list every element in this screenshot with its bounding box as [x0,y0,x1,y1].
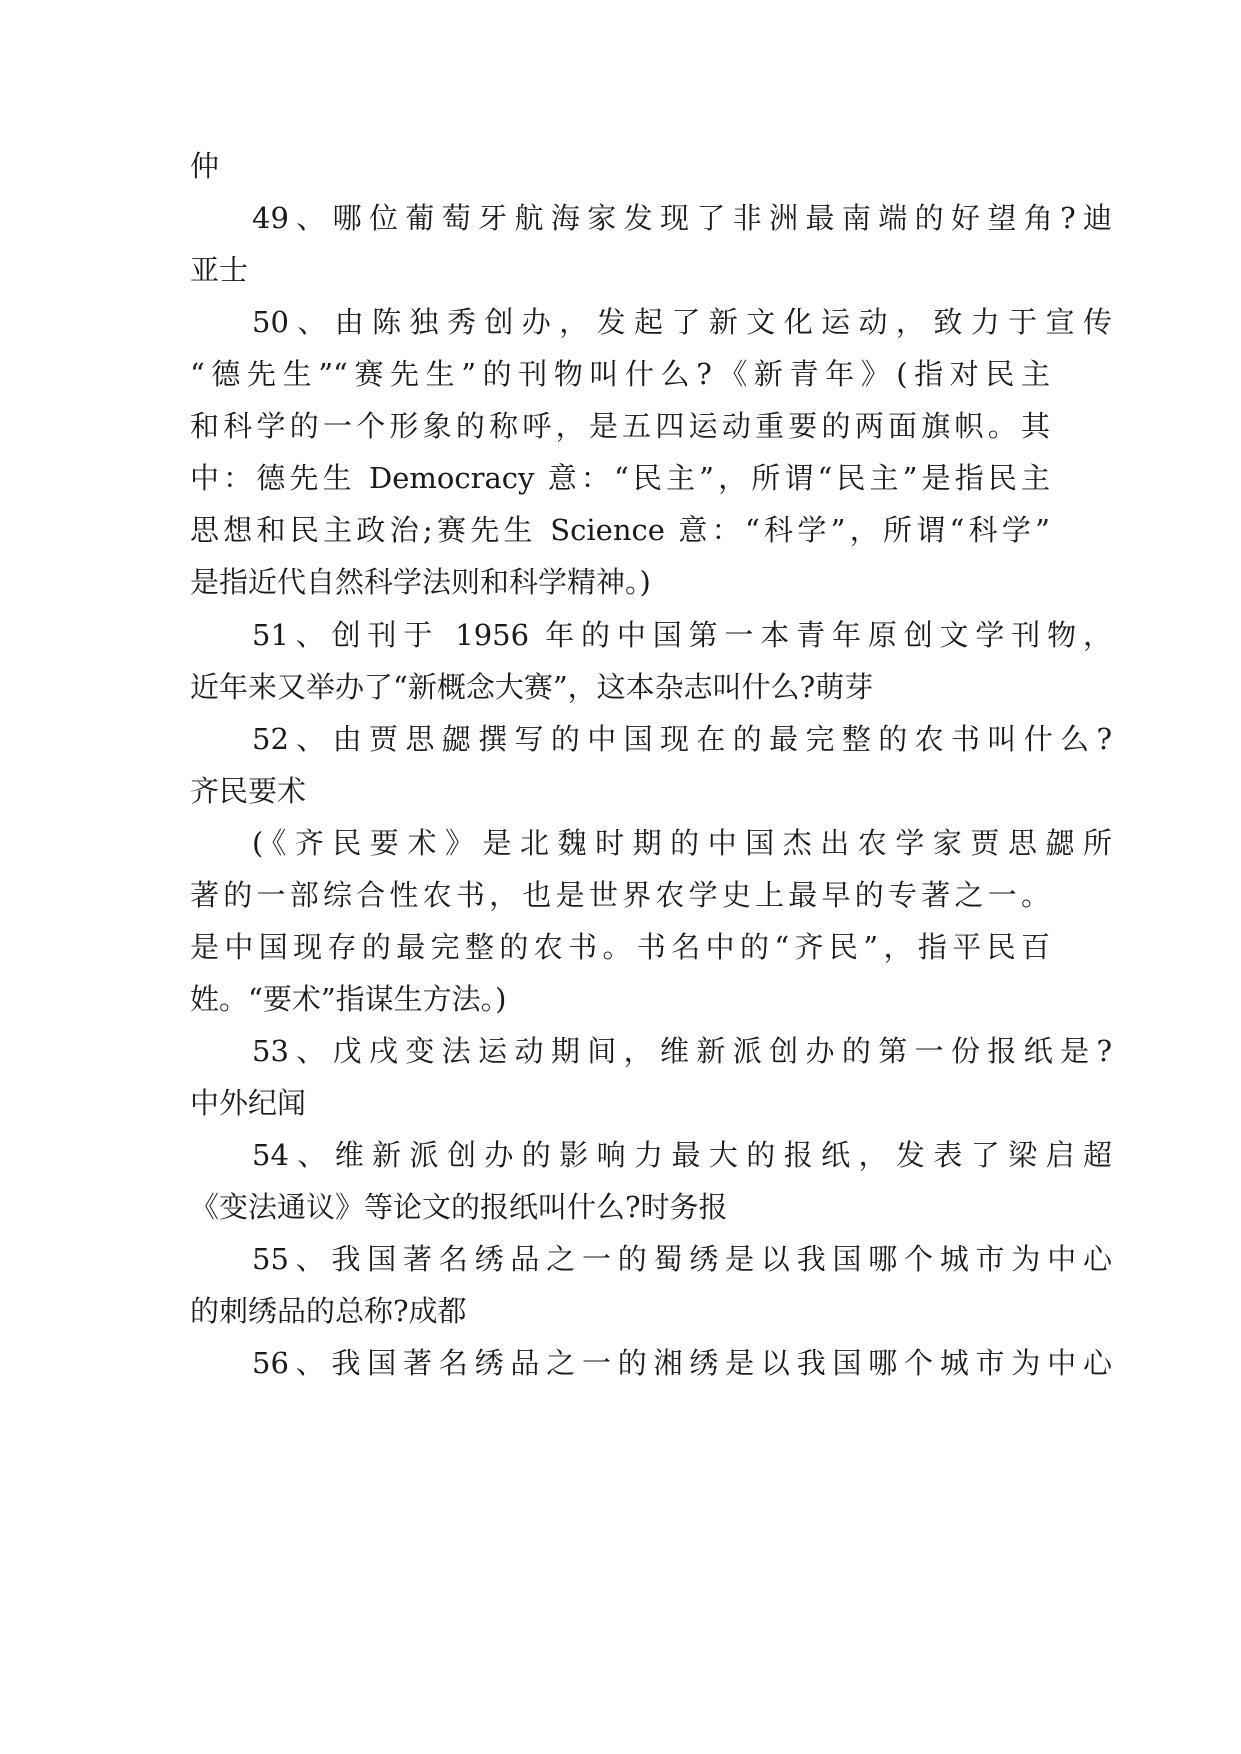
text-line: 著的一部综合性农书，也是世界农学史上最早的专著之一。 [190,878,1050,912]
text-line: 的刺绣品的总称?成都 [190,1294,467,1328]
text-line: 是中国现存的最完整的农书。书名中的“齐民”，指平民百 [190,930,1050,964]
text-line: “德先生”“赛先生”的刊物叫什么?《新青年》(指对民主 [190,357,1050,391]
text-line: 姓。“要术”指谋生方法。) [190,982,507,1016]
text-line: 思想和民主政治;赛先生 Science 意：“科学”，所谓“科学” [190,513,1050,547]
text-line: 近年来又举办了“新概念大赛”，这本杂志叫什么?萌芽 [190,670,874,704]
question-52-line: 52、由贾思勰撰写的中国现在的最完整的农书叫什么? [252,722,1112,756]
question-55-line: 55、我国著名绣品之一的蜀绣是以我国哪个城市为中心 [252,1242,1112,1276]
text-line: 《变法通议》等论文的报纸叫什么?时务报 [190,1190,728,1224]
text-line: 是指近代自然科学法则和科学精神。) [190,565,651,599]
text-line: 中外纪闻 [190,1086,307,1120]
text-line: 中：德先生 Democracy 意：“民主”，所谓“民主”是指民主 [190,461,1050,495]
text-line: 亚士 [190,253,249,287]
question-50-line: 50、由陈独秀创办，发起了新文化运动，致力于宣传 [252,305,1112,339]
text-line: (《齐民要术》是北魏时期的中国杰出农学家贾思勰所 [252,826,1112,860]
question-56-line: 56、我国著名绣品之一的湘绣是以我国哪个城市为中心 [252,1346,1112,1380]
question-51-line: 51、创刊于 1956 年的中国第一本青年原创文学刊物， [252,618,1112,652]
text-line: 齐民要术 [190,774,307,808]
question-54-line: 54、维新派创办的影响力最大的报纸，发表了梁启超 [252,1138,1112,1172]
question-53-line: 53、戊戌变法运动期间，维新派创办的第一份报纸是? [252,1034,1112,1068]
text-line: 仲 [190,149,220,183]
question-49-line: 49、哪位葡萄牙航海家发现了非洲最南端的好望角?迪 [252,201,1112,235]
text-line: 和科学的一个形象的称呼，是五四运动重要的两面旗帜。其 [190,409,1050,443]
